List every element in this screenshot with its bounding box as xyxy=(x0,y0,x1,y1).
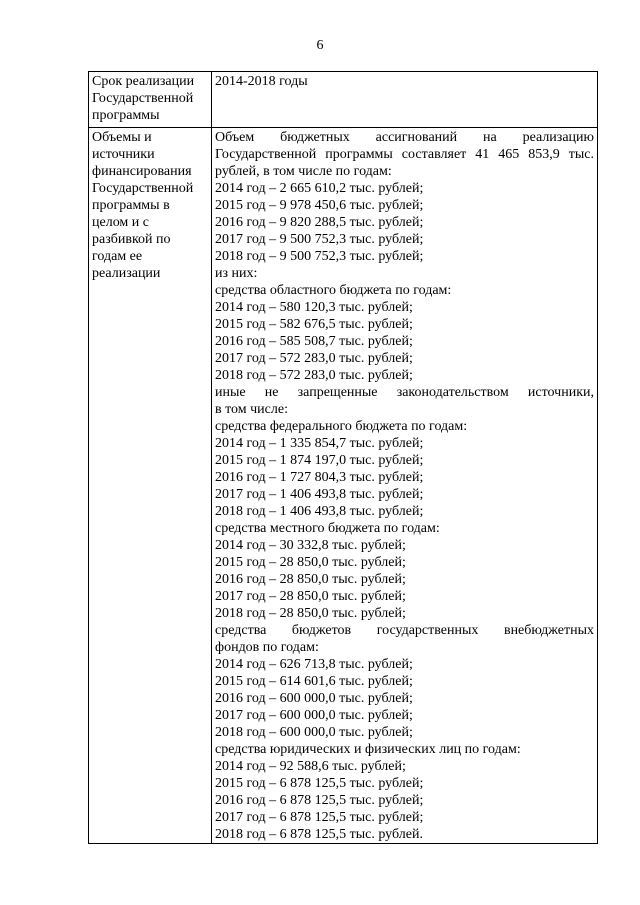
label-line: целом и с xyxy=(92,215,149,230)
total-year-line: 2015 год – 9 978 450,6 тыс. рублей; xyxy=(215,198,424,213)
total-year-line: 2014 год – 2 665 610,2 тыс. рублей; xyxy=(215,181,424,196)
federal-year-line: 2018 год – 1 406 493,8 тыс. рублей; xyxy=(215,504,424,519)
offbudget-year-line: 2016 год – 600 000,0 тыс. рублей; xyxy=(215,691,413,706)
implementation-period-value: 2014-2018 годы xyxy=(215,74,308,89)
regional-year-line: 2018 год – 572 283,0 тыс. рублей; xyxy=(215,368,413,383)
label-line: Объемы и xyxy=(92,130,152,145)
other-sources-line: иные не запрещенные законодательством источники, xyxy=(215,385,594,400)
label-line: Срок реализации xyxy=(92,74,195,89)
label-line: программы xyxy=(92,108,160,123)
legal-year-line: 2016 год – 6 878 125,5 тыс. рублей; xyxy=(215,793,424,808)
table-row-funding xyxy=(89,128,598,844)
federal-budget-title: средства федерального бюджета по годам: xyxy=(215,419,468,434)
regional-year-line: 2016 год – 585 508,7 тыс. рублей; xyxy=(215,334,413,349)
label-line: Государственной xyxy=(92,181,194,196)
offbudget-year-line: 2014 год – 626 713,8 тыс. рублей; xyxy=(215,657,413,672)
local-year-line: 2015 год – 28 850,0 тыс. рублей; xyxy=(215,555,406,570)
label-line: финансирования xyxy=(92,164,192,179)
total-year-line: 2017 год – 9 500 752,3 тыс. рублей; xyxy=(215,232,424,247)
offbudget-year-line: 2015 год – 614 601,6 тыс. рублей; xyxy=(215,674,413,689)
local-year-line: 2018 год – 28 850,0 тыс. рублей; xyxy=(215,606,406,621)
local-year-line: 2017 год – 28 850,0 тыс. рублей; xyxy=(215,589,406,604)
regional-year-line: 2014 год – 580 120,3 тыс. рублей; xyxy=(215,300,413,315)
table-row-implementation-period xyxy=(89,72,598,128)
federal-year-line: 2017 год – 1 406 493,8 тыс. рублей; xyxy=(215,487,424,502)
local-year-line: 2014 год – 30 332,8 тыс. рублей; xyxy=(215,538,406,553)
offbudget-funds-title: средства бюджетов государственных внебюджетных xyxy=(215,623,594,638)
label-line: разбивкой по xyxy=(92,232,171,247)
label-line: программы в xyxy=(92,198,170,213)
legal-year-line: 2015 год – 6 878 125,5 тыс. рублей; xyxy=(215,776,424,791)
regional-budget-title: средства областного бюджета по годам: xyxy=(215,283,452,298)
label-line: годам ее xyxy=(92,249,143,264)
program-passport-table xyxy=(88,71,598,844)
total-year-line: 2016 год – 9 820 288,5 тыс. рублей; xyxy=(215,215,424,230)
legal-entities-title: средства юридических и физических лиц по годам: xyxy=(215,742,521,757)
label-cell xyxy=(89,128,212,844)
local-budget-title: средства местного бюджета по годам: xyxy=(215,521,440,536)
label-line: источники xyxy=(92,147,155,162)
federal-year-line: 2015 год – 1 874 197,0 тыс. рублей; xyxy=(215,453,424,468)
legal-year-line: 2018 год – 6 878 125,5 тыс. рублей. xyxy=(215,827,423,842)
offbudget-year-line: 2018 год – 600 000,0 тыс. рублей; xyxy=(215,725,413,740)
local-year-line: 2016 год – 28 850,0 тыс. рублей; xyxy=(215,572,406,587)
value-cell xyxy=(212,128,598,844)
offbudget-year-line: 2017 год – 600 000,0 тыс. рублей; xyxy=(215,708,413,723)
federal-year-line: 2014 год – 1 335 854,7 тыс. рублей; xyxy=(215,436,424,451)
total-year-line: 2018 год – 9 500 752,3 тыс. рублей; xyxy=(215,249,424,264)
regional-year-line: 2017 год – 572 283,0 тыс. рублей; xyxy=(215,351,413,366)
other-sources-line: в том числе: xyxy=(215,402,288,417)
value-cell xyxy=(212,72,598,128)
funding-intro-line: Объем бюджетных ассигнований на реализацию xyxy=(215,130,594,145)
offbudget-funds-title: фондов по годам: xyxy=(215,640,319,655)
federal-year-line: 2016 год – 1 727 804,3 тыс. рублей; xyxy=(215,470,424,485)
legal-year-line: 2017 год – 6 878 125,5 тыс. рублей; xyxy=(215,810,424,825)
funding-intro-line: рублей, в том числе по годам: xyxy=(215,164,392,179)
label-line: Государственной xyxy=(92,91,194,106)
of-them-line: из них: xyxy=(215,266,258,281)
label-line: реализации xyxy=(92,266,161,281)
legal-year-line: 2014 год – 92 588,6 тыс. рублей; xyxy=(215,759,406,774)
funding-intro-line: Государственной программы составляет 41 465 853,9 тыс. xyxy=(215,147,594,162)
label-cell xyxy=(89,72,212,128)
regional-year-line: 2015 год – 582 676,5 тыс. рублей; xyxy=(215,317,413,332)
page-number: 6 xyxy=(316,38,324,53)
